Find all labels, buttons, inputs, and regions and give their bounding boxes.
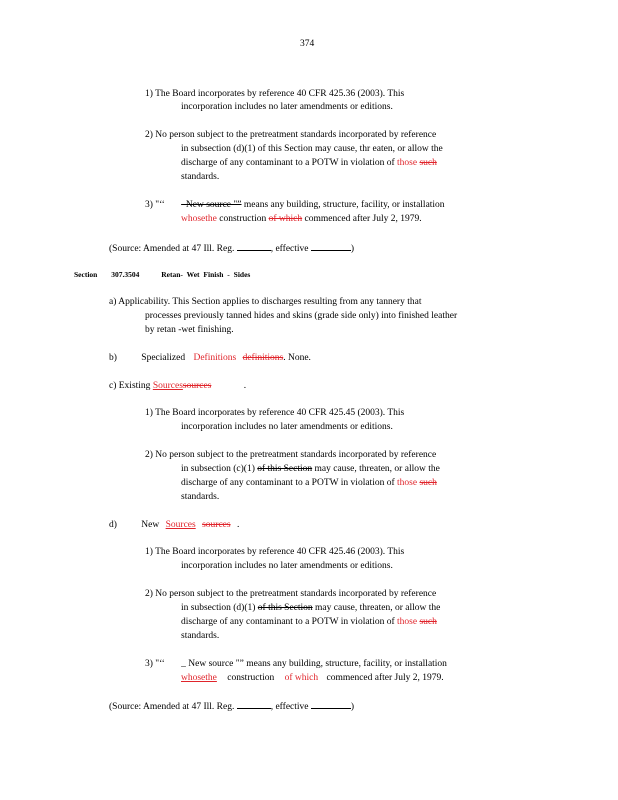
deleted-text: such [419,478,437,488]
subsection-a-line-1: a) Applicability. This Section applies to discharges resulting from any tannery that [109,297,422,307]
para-3-line-2 [181,213,422,226]
section-label: Section [74,270,98,279]
text: commenced after July 2, 1979. [326,673,444,683]
deleted-text: –New source "” [181,200,242,210]
text: means any building, structure, facility, or installation [246,659,447,669]
item-number: 3) "‘‘ [145,200,165,210]
inserted-text: of which [284,673,319,683]
d-para-3-line-2 [181,672,444,685]
text: may cause, threaten, or allow the [314,464,440,474]
blank-line [237,241,271,251]
text: may cause, threaten, or allow the [315,603,441,613]
inserted-text: those [397,617,418,627]
d-para-2-line-2 [181,602,440,615]
text: ) [350,702,355,712]
item-label: d) [109,520,117,530]
page-number: 374 [300,39,315,49]
inserted-text: those [397,478,418,488]
text: _ New source "” [181,659,244,669]
d-para-1-line-2: incorporation includes no later amendments or editions. [181,561,393,571]
item-number: 3) "‘‘ [145,659,165,669]
inserted-text: Sources [165,520,196,530]
subsection-a-line-3: by retan -wet finishing. [145,325,234,335]
blank-line [311,241,351,251]
deleted-text: of this Section [257,464,313,474]
deleted-text: such [419,158,437,168]
text: . None. [283,353,311,363]
text: . [243,381,247,391]
text: . [236,520,240,530]
para-2-line-3 [181,157,437,170]
item-label: b) [109,353,117,363]
d-para-3-line-1 [145,658,447,671]
text: New [141,520,160,530]
text: commenced after July 2, 1979. [304,214,422,224]
c-para-2-line-1: 2) No person subject to the pretreatment standards incorporated by reference [145,450,437,460]
section-number: 307.3504 [111,270,140,279]
c-para-1-line-2: incorporation includes no later amendments or editions. [181,422,393,432]
d-para-2-line-4: standards. [181,631,220,641]
text: , effective [270,702,309,712]
inserted-text: Definitions [193,353,237,363]
blank-line [237,699,271,709]
text: ) [350,244,355,254]
deleted-text: sources [182,381,212,391]
para-2-line-4: standards. [181,172,220,182]
text: construction [227,673,275,683]
deleted-text: of this Section [257,603,313,613]
c-para-1-line-1: 1) The Board incorporates by reference 40 CFR 425.45 (2003). This [145,408,405,418]
c-para-2-line-4: standards. [181,492,220,502]
text: c) Existing [109,381,151,391]
para-1-line-2: incorporation includes no later amendments or editions. [181,102,393,112]
text: discharge of any contaminant to a POTW in violation of [181,617,395,627]
subsection-c [109,380,246,393]
d-para-2-line-1: 2) No person subject to the pretreatment standards incorporated by reference [145,589,437,599]
d-para-1-line-1: 1) The Board incorporates by reference 40 CFR 425.46 (2003). This [145,547,405,557]
para-3-line-1 [145,199,445,212]
inserted-text: those [397,158,418,168]
para-2-line-1: 2) No person subject to the pretreatment standards incorporated by reference [145,130,437,140]
inserted-text: whosethe [181,673,217,683]
text: Specialized [141,353,186,363]
subsection-d [109,519,239,532]
deleted-text: of which [268,214,303,224]
text: in subsection (d)(1) [181,603,256,613]
para-2-line-2: in subsection (d)(1) of this Section may cause, thr eaten, or allow the [181,144,443,154]
text: construction [219,214,267,224]
deleted-text: definitions [242,353,284,363]
subsection-b [109,352,311,365]
subsection-a-line-2: processes previously tanned hides and skins (grade side only) into finished leather [145,311,458,321]
section-heading [74,268,250,281]
text: (Source: Amended at 47 Ill. Reg. [109,702,235,712]
section-title: Retan- Wet Finish - Sides [161,270,251,279]
text: discharge of any contaminant to a POTW in violation of [181,478,395,488]
c-para-2-line-3 [181,477,437,490]
para-1-line-1: 1) The Board incorporates by reference 40 CFR 425.36 (2003). This [145,89,405,99]
text: means any building, structure, facility, or installation [243,200,445,210]
source-note-2 [109,699,354,714]
source-note-1 [109,241,354,256]
c-para-2-line-2 [181,463,440,476]
text: (Source: Amended at 47 Ill. Reg. [109,244,235,254]
text: discharge of any contaminant to a POTW in violation of [181,158,395,168]
d-para-2-line-3 [181,616,437,629]
inserted-text: whosethe [181,214,217,224]
deleted-text: sources [202,520,231,530]
text: in subsection (c)(1) [181,464,255,474]
blank-line [311,699,351,709]
deleted-text: such [419,617,437,627]
text: , effective [270,244,309,254]
inserted-text: Sources [152,381,183,391]
